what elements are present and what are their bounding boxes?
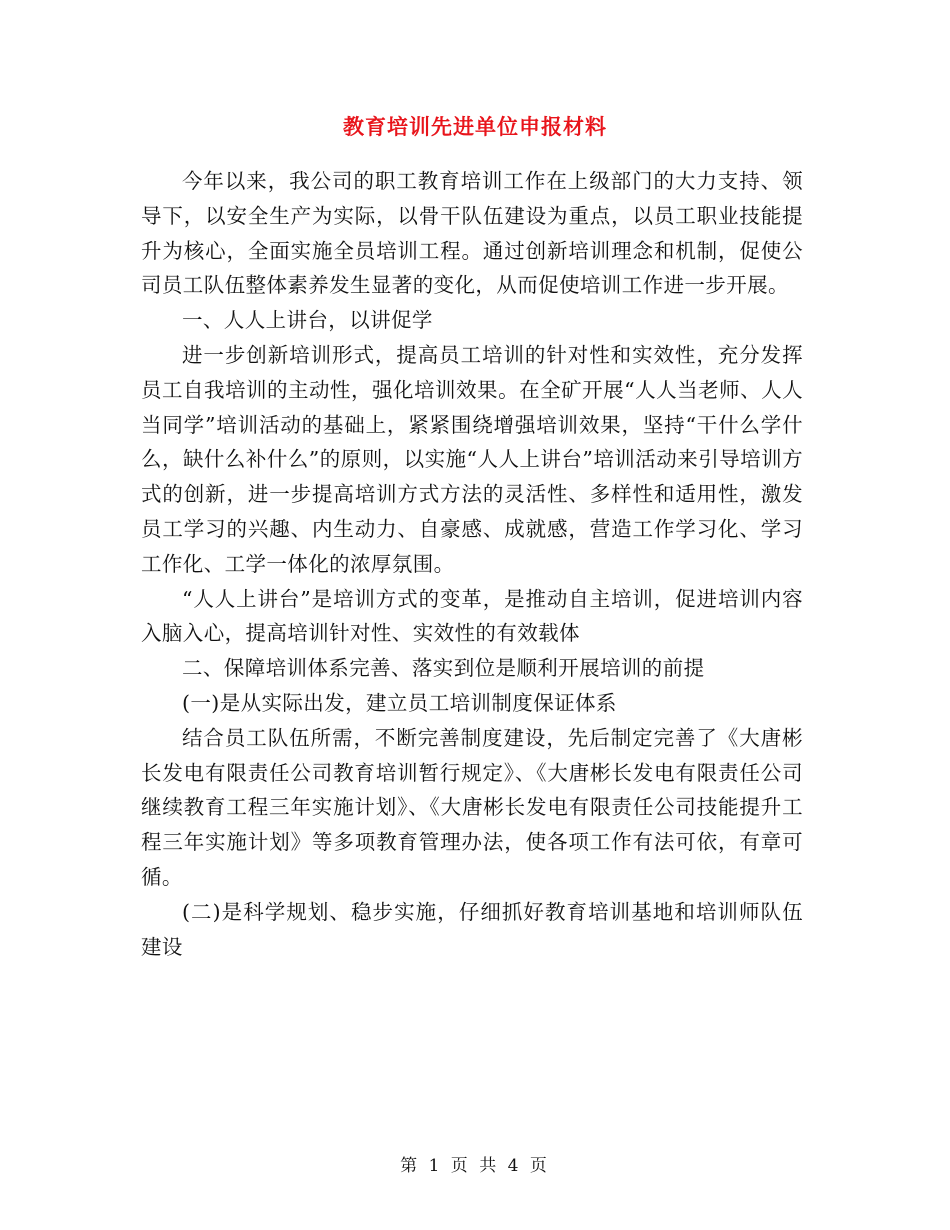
paragraph-section-1-note: “人人上讲台”是培训方式的变革，是推动自主培训，促进培训内容入脑入心，提高培训针对性、实效性的有效载体 xyxy=(141,586,803,646)
paragraph-intro: 今年以来，我公司的职工教育培训工作在上级部门的大力支持、领导下，以安全生产为实际，以骨干队伍建设为重点，以员工职业技能提升为核心，全面实施全员培训工程。通过创新培训理念和机制，促使公司员工队伍整体素养发生显著的变化，从而促使培训工作进一步开展。 xyxy=(141,169,803,298)
paragraph-section-1: 进一步创新培训形式，提高员工培训的针对性和实效性，充分发挥员工自我培训的主动性，强化培训效果。在全矿开展“人人当老师、人人当同学”培训活动的基础上，紧紧围绕增强培训效果，坚持“干什么学什么，缺什么补什么”的原则，以实施“人人上讲台”培训活动来引导培训方式的创新，进一步提高培训方式方法的灵活性、多样性和适用性，激发员工学习的兴趣、内生动力、自豪感、成就感，营造工作学习化、学习工作化、工学一体化的浓厚氛围。 xyxy=(141,342,803,576)
page-footer: 第 1 页 共 4 页 xyxy=(400,1156,550,1176)
subsection-heading-1: (一)是从实际出发，建立员工培训制度保证体系 xyxy=(182,690,617,715)
section-heading-2: 二、保障培训体系完善、落实到位是顺利开展培训的前提 xyxy=(182,656,705,681)
document-body xyxy=(141,164,803,964)
section-heading-1: 一、人人上讲台，以讲促学 xyxy=(182,308,433,333)
paragraph-subsection-1: 结合员工队伍所需，不断完善制度建设，先后制定完善了《大唐彬长发电有限责任公司教育培训暂行规定》、《大唐彬长发电有限责任公司继续教育工程三年实施计划》、《大唐彬长发电有限责任公司技能提升工程三年实施计划》等多项教育管理办法，使各项工作有法可依，有章可循。 xyxy=(141,725,803,889)
document-title: 教育培训先进单位申报材料 xyxy=(343,114,607,139)
subsection-heading-2: (二)是科学规划、稳步实施，仔细抓好教育培训基地和培训师队伍建设 xyxy=(141,899,803,959)
